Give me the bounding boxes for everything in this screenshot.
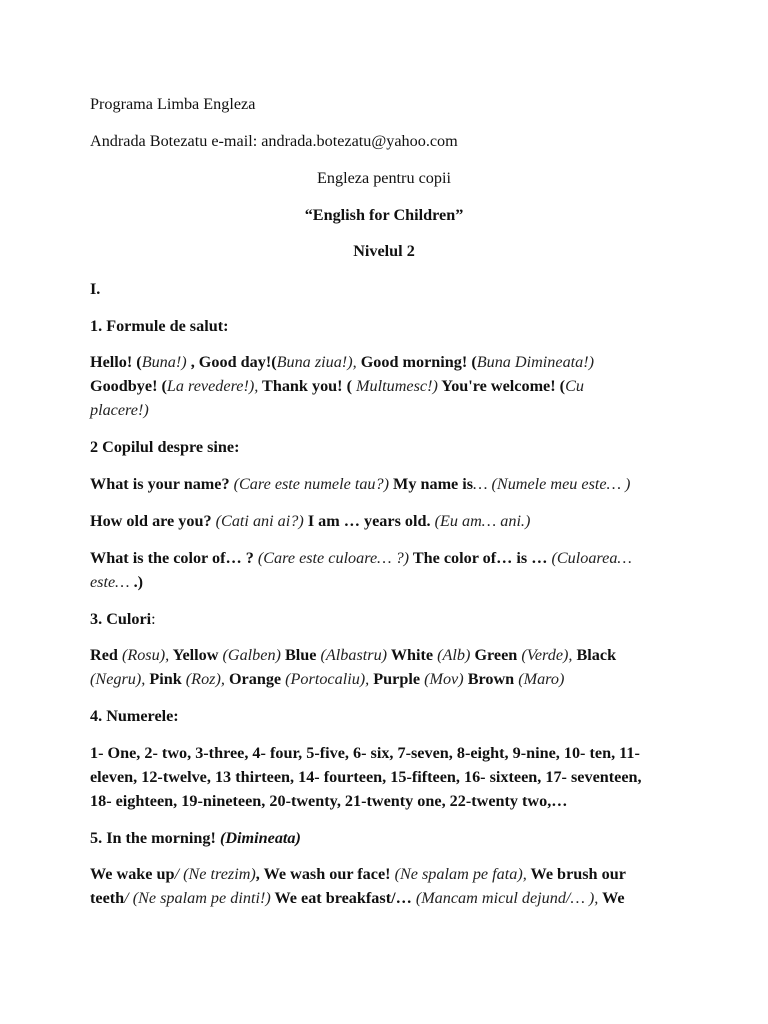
greetings-line-1 (90, 350, 594, 374)
numbers-line-1 (90, 741, 640, 765)
english-text: 1- One, 2- two, 3-three, 4- four, 5-five, 6- six, 7-seven, 8-eight, 9-nine, 10- ten, 11- (90, 744, 640, 762)
english-text: My name is (389, 475, 474, 493)
english-text: Thank you! ( (258, 377, 357, 395)
translation-text: La revedere!), (166, 377, 259, 395)
english-text: White (387, 646, 438, 664)
translation-text: placere!) (90, 401, 149, 419)
translation-text: … (Numele meu este… ) (473, 475, 631, 493)
english-text: Orange (224, 670, 286, 688)
greetings-line-3 (90, 398, 149, 422)
colors-heading (90, 607, 156, 631)
english-text: .) (133, 573, 144, 591)
greetings-heading: 1. Formule de salut: (90, 317, 229, 335)
english-text: , Good day!( (186, 353, 277, 371)
greetings-line-2 (90, 374, 584, 398)
english-text: Hello! ( (90, 353, 142, 371)
translation-text: / (Ne spalam pe dinti!) (124, 889, 271, 907)
translation-text: (Albastru) (320, 646, 388, 664)
self-line-color-1 (90, 546, 632, 570)
english-text: , We wash our face! (255, 865, 395, 883)
program-title: Programa Limba Engleza (90, 95, 256, 113)
english-text: Black (572, 646, 617, 664)
translation-text: Buna ziua!), (276, 353, 357, 371)
morning-line-1 (90, 862, 626, 886)
translation-text: (Care este numele tau?) (233, 475, 389, 493)
english-text: Pink (145, 670, 186, 688)
translation-text: (Mov) (424, 670, 464, 688)
self-line-color-2 (90, 570, 143, 594)
english-text: We wake up (90, 865, 175, 883)
translation-text: Buna Dimineata!) (476, 353, 595, 371)
english-text: You're welcome! ( (437, 377, 566, 395)
translation-text: / (Ne trezim) (174, 865, 256, 883)
translation-text: (Negru), (90, 670, 146, 688)
english-text: 18- eighteen, 19-nineteen, 20-twenty, 21-twenty one, 22-twenty two,… (90, 792, 568, 810)
english-text: Purple (369, 670, 425, 688)
translation-text: (Culoarea… (551, 549, 632, 567)
english-text: The color of… is … (409, 549, 552, 567)
morning-heading-italic: (Dimineata) (219, 829, 301, 847)
english-text: We brush our (526, 865, 626, 883)
numbers-line-3 (90, 789, 567, 813)
english-text: How old are you? (90, 512, 216, 530)
translation-text: (Rosu), (121, 646, 170, 664)
morning-line-2 (90, 886, 625, 910)
translation-text: (Mancam micul dejund/… ), (415, 889, 599, 907)
english-text: Brown (463, 670, 519, 688)
translation-text: (Verde), (521, 646, 573, 664)
translation-text: (Portocaliu), (285, 670, 370, 688)
author-line: Andrada Botezatu e-mail: andrada.botezatu@yahoo.com (90, 132, 458, 150)
translation-text: (Eu am… ani.) (434, 512, 531, 530)
translation-text: Buna!) (141, 353, 187, 371)
english-text: We eat breakfast/… (270, 889, 416, 907)
numbers-heading: 4. Numerele: (90, 707, 179, 725)
translation-text: (Ne spalam pe fata), (394, 865, 527, 883)
translation-text: Cu (565, 377, 584, 395)
section-numeral: I. (90, 280, 101, 298)
translation-text: este… (90, 573, 134, 591)
translation-text: Multumesc!) (356, 377, 438, 395)
translation-text: (Care este culoare… ?) (257, 549, 410, 567)
english-text: Goodbye! ( (90, 377, 167, 395)
english-text: Good morning! ( (356, 353, 477, 371)
translation-text: (Cati ani ai?) (215, 512, 304, 530)
self-line-age (90, 509, 530, 533)
morning-heading-text: 5. In the morning! (90, 829, 220, 847)
colors-line-1 (90, 643, 616, 667)
colors-heading-colon: : (151, 610, 156, 628)
numbers-line-2 (90, 765, 642, 789)
translation-text: (Maro) (518, 670, 565, 688)
translation-text: (Roz), (185, 670, 225, 688)
english-text: Red (90, 646, 122, 664)
english-text: teeth (90, 889, 125, 907)
english-text: Green (470, 646, 522, 664)
english-text: What is the color of… ? (90, 549, 258, 567)
translation-text: (Galben) (222, 646, 281, 664)
english-text: eleven, 12-twelve, 13 thirteen, 14- fourteen, 15-fifteen, 16- sixteen, 17- seventeen, (90, 768, 642, 786)
colors-line-2 (90, 667, 564, 691)
english-text: I am … years old. (303, 512, 435, 530)
level-heading: Nivelul 2 (353, 242, 415, 260)
english-text: What is your name? (90, 475, 234, 493)
subtitle-ro: Engleza pentru copii (317, 169, 451, 187)
english-text: Blue (280, 646, 321, 664)
self-line-name (90, 472, 630, 496)
english-text: Yellow (169, 646, 223, 664)
english-text: We (598, 889, 625, 907)
colors-heading-text: 3. Culori (90, 610, 152, 628)
subtitle-en: “English for Children” (304, 206, 464, 224)
morning-heading (90, 826, 301, 850)
self-heading: 2 Copilul despre sine: (90, 438, 240, 456)
translation-text: (Alb) (437, 646, 471, 664)
